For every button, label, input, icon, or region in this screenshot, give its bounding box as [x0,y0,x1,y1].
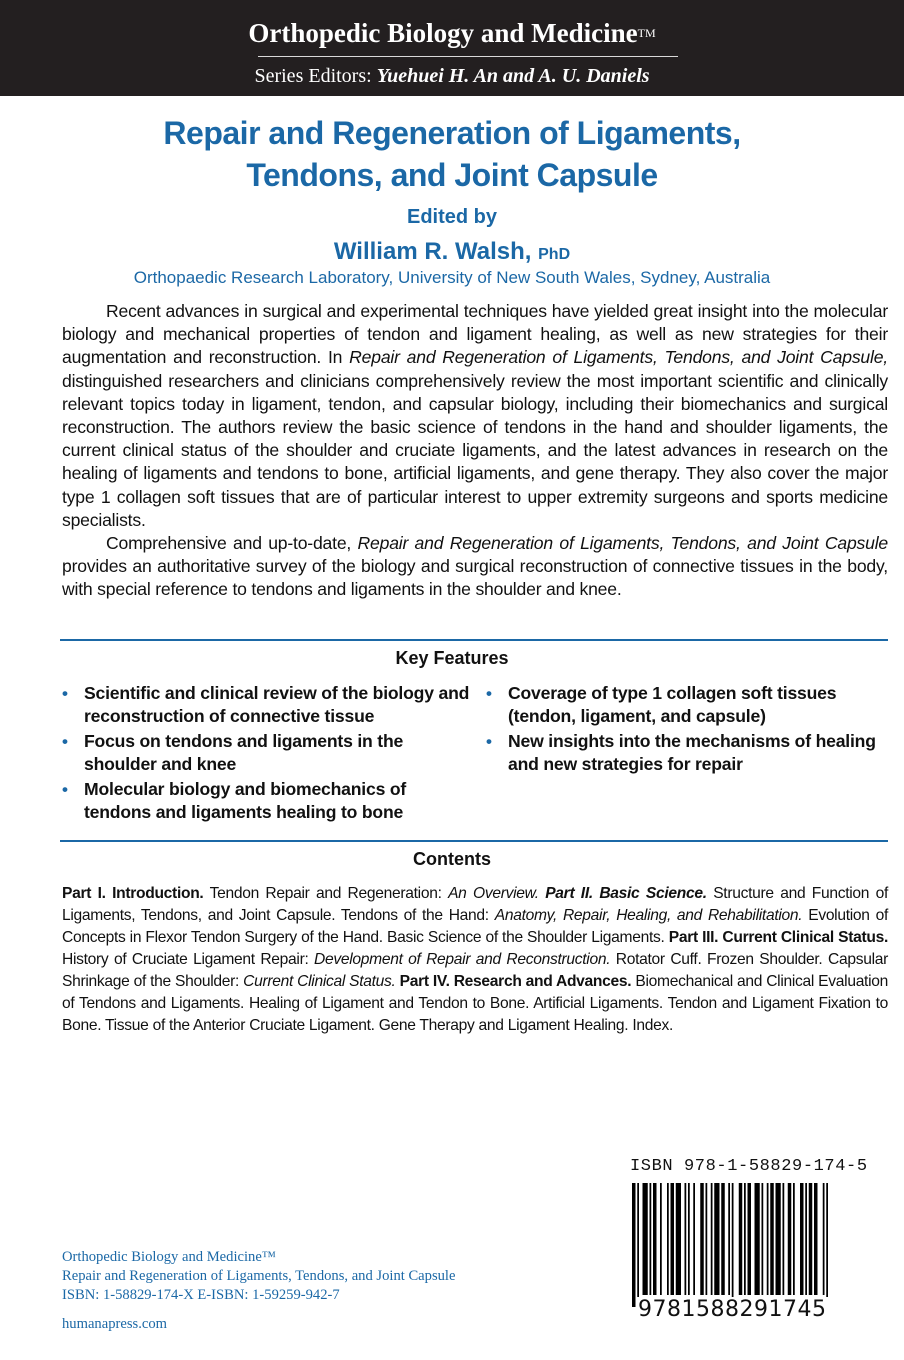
editor-affiliation: Orthopaedic Research Laboratory, University of New South Wales, Sydney, Australia [133,268,771,287]
editor-name: William R. Walsh, PhD [333,238,571,265]
key-feature-item: • Molecular biology and biomechanics of tendons and ligaments healing to bone [62,779,407,822]
key-feature-item: • Focus on tendons and ligaments in the shoulder and knee [62,731,404,774]
barcode-bar [762,1183,764,1295]
series-title: Orthopedic Biology and Medicine™ [248,18,656,48]
footer-series: Orthopedic Biology and Medicine™ [62,1249,277,1265]
barcode-bar [671,1183,675,1295]
contents-segment: Tendon Repair and Regeneration: [203,885,449,902]
description-paragraph-1: Recent advances in surgical and experimental techniques have yielded great insight into the molecular biology and mechanical properties of tendon and ligament healing, as well as new strategies for their augmentation and reconstruction. In Repair and Regeneration of Ligaments, Tendons, and Joint Capsule, distinguished researchers and clinicians comprehensively review the most important scientific and clinically relevant topics today in ligament, tendon, and capsular biology, including their biomechanics and surgical reconstruction. The authors review the basic science of tendons in the hand and shoulder ligaments, the current clinical status of the shoulder and cruciate ligaments, and the latest advances in research on the healing of ligaments and tendons to bone, artificial ligaments, and gene therapy. They also cover the major type 1 collagen soft tissues that are of particular interest to upper extremity surgeons and sports medicine specialists. [62,301,888,530]
barcode-digits: 9781588291745 [636,1297,890,1322]
barcode-bar [685,1183,687,1295]
barcode-icon [630,1183,884,1307]
inline-book-title: Repair and Regeneration of Ligaments, Tendons, and Joint Capsule [357,533,889,554]
key-feature-item: • Coverage of type 1 collagen soft tissues (tendon, ligament, and capsule) [486,683,837,726]
bullet-icon: • [62,732,68,751]
series-editors-label: Series Editors: [254,65,372,87]
barcode-bar [632,1183,636,1307]
inline-book-title: Repair and Regeneration of Ligaments, Tendons, and Joint Capsule, [349,347,888,368]
publisher-footer [62,1248,582,1334]
barcode-bar [767,1183,769,1295]
contents-segment: Biomechanical and Clinical Evaluation of Tendons and Ligaments. Healing of Ligament and Tendon to Bone. Artificial Ligaments. Tendon and Ligament Fixation to Bone. Tissue of the Anterior Cruciate Ligament. Gene Therapy and Ligament Healing. Index. [62,973,889,1034]
book-description [62,300,888,602]
book-title-line-2: Tendons, and Joint Capsule [246,157,658,193]
trademark-mark: TM [637,26,656,40]
barcode-bar [700,1183,704,1295]
barcode-bar [826,1183,828,1307]
barcode-bar [653,1183,657,1295]
key-feature-item: • Scientific and clinical review of the biology and reconstruction of connective tissue [62,683,470,726]
contents-body [62,883,888,1037]
footer-isbn: ISBN: 1-58829-174-X E-ISBN: 1-59259-942-7 [62,1287,340,1303]
bullet-icon: • [62,684,68,703]
barcode-bar [732,1183,734,1307]
barcode-bar [823,1183,825,1295]
barcode-bar [643,1183,648,1295]
barcode-bar [748,1183,752,1295]
contents-segment: Structure and Function of Ligaments, Tendons, and Joint Capsule. Tendons of the Hand: [62,885,889,924]
barcode-bar [809,1183,813,1295]
barcode-bar [667,1183,669,1295]
description-paragraph-2: Comprehensive and up-to-date, Repair and Regeneration of Ligaments, Tendons, and Joint Capsule provides an authoritative survey of the biology and surgical reconstruction of connective tissues in the body, with special reference to tendons and ligaments in the shoulder and knee. [62,533,889,600]
barcode-bar [814,1183,818,1295]
barcode-bar [660,1183,662,1295]
contents-segment: Part I. Introduction. [62,885,204,902]
key-features-left-list [62,682,472,826]
book-title [0,112,904,196]
contents-divider [60,840,888,842]
barcode-bar [728,1183,730,1295]
publisher-website-link[interactable]: humanapress.com [62,1316,167,1332]
header-divider [258,56,678,57]
series-editors [0,65,904,88]
key-features-divider [60,639,888,641]
barcode-bar [637,1183,639,1307]
contents-segment: Anatomy, Repair, Healing, and Rehabilitation. [494,907,803,924]
barcode-bar [800,1183,804,1295]
barcode-bar [721,1183,725,1295]
series-editors-names: Yuehuei H. An and A. U. Daniels [376,65,650,87]
contents-segment: History of Cruciate Ligament Repair: [62,951,315,968]
barcode-bar [739,1183,743,1295]
contents-segment: Part II. Basic Science. [538,885,707,902]
bullet-icon: • [62,780,68,799]
series-header-bar [0,0,904,96]
barcode-bar [776,1183,781,1295]
contents-heading: Contents [413,849,491,869]
editor-degree: PhD [538,246,571,263]
contents-segment: Development of Repair and Reconstruction. [314,951,611,968]
barcode-bar [676,1183,681,1295]
book-title-line-1: Repair and Regeneration of Ligaments, [163,115,741,151]
key-feature-item: • New insights into the mechanisms of healing and new strategies for repair [486,731,876,774]
key-features-heading: Key Features [395,648,509,668]
bullet-icon: • [486,732,492,751]
barcode-bar [793,1183,795,1295]
barcode-bar [688,1183,690,1295]
barcode-bar [744,1183,746,1295]
barcode-bar [805,1183,807,1295]
edited-by-label: Edited by [406,206,497,228]
contents-segment: Current Clinical Status. [243,973,396,990]
contents-segment: Part III. Current Clinical Status. [668,929,888,946]
bullet-icon: • [486,684,492,703]
footer-title: Repair and Regeneration of Ligaments, Tendons, and Joint Capsule [62,1268,456,1284]
barcode-bar [711,1183,713,1295]
contents-segment: An Overview. [448,885,539,902]
barcode-bar [770,1183,774,1295]
contents-segment: Evolution of Concepts in Flexor Tendon Surgery of the Hand. Basic Science of the Shoulder Ligaments. [62,907,888,946]
barcode-bar [693,1183,695,1295]
key-features-right-list [486,682,886,778]
barcode-bar [788,1183,792,1295]
contents-segment: Rotator Cuff. Frozen Shoulder. Capsular Shrinkage of the Shoulder: [62,951,889,990]
contents-segment: Part IV. Research and Advances. [395,973,632,990]
barcode-bar [755,1183,760,1295]
barcode-bar [783,1183,785,1295]
barcode-bar [706,1183,708,1295]
barcode-bar [714,1183,719,1295]
isbn-barcode [630,1157,884,1327]
barcode-bar [650,1183,652,1295]
isbn-barcode-label: ISBN 978-1-58829-174-5 [630,1157,868,1176]
